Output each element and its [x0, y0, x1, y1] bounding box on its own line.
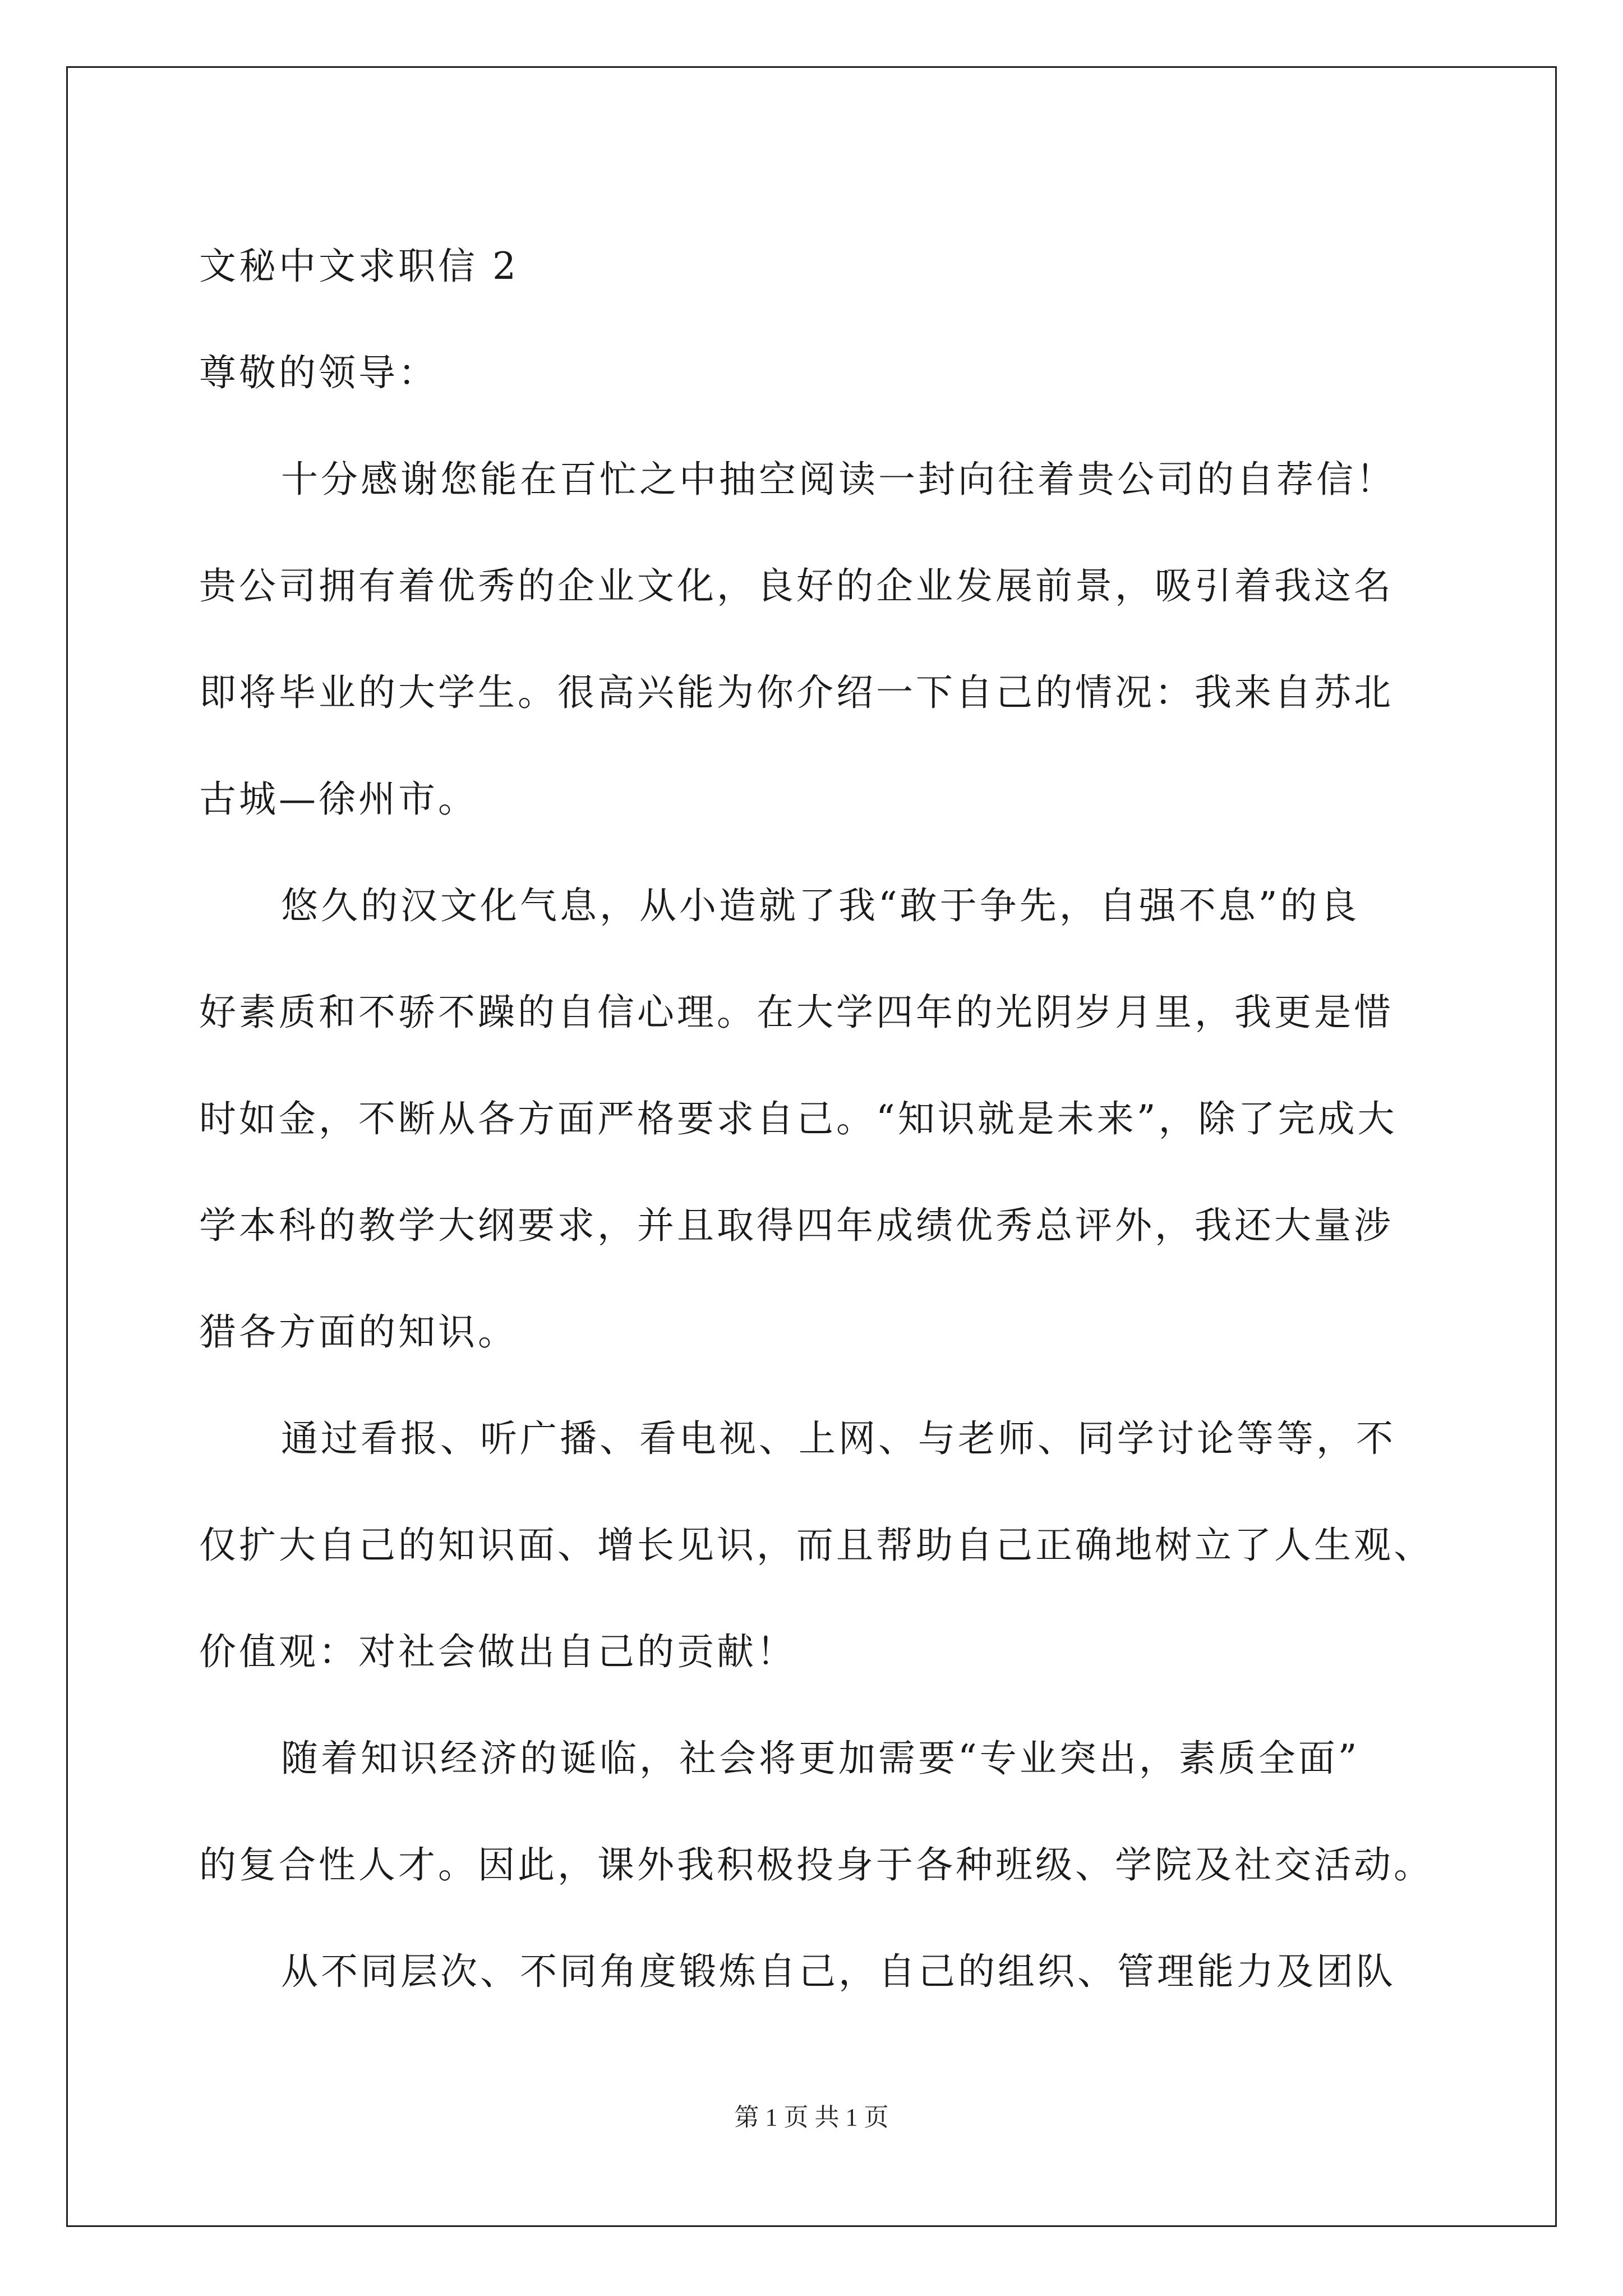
paragraph-line: 从不同层次、不同角度锻炼自己，自己的组织、管理能力及团队	[281, 1950, 1396, 1993]
document-title: 文秘中文求职信 2	[199, 245, 519, 288]
salutation: 尊敬的领导：	[199, 351, 438, 394]
paragraph-line: 通过看报、听广播、看电视、上网、与老师、同学讨论等等，不	[281, 1417, 1396, 1460]
paragraph-line: 仅扩大自己的知识面、增长见识，而且帮助自己正确地树立了人生观、	[199, 1524, 1433, 1567]
paragraph-line: 即将毕业的大学生。很高兴能为你介绍一下自己的情况：我来自苏北	[199, 671, 1394, 714]
paragraph-line: 随着知识经济的诞临，社会将更加需要“专业突出，素质全面”	[281, 1737, 1360, 1780]
paragraph-line: 好素质和不骄不躁的自信心理。在大学四年的光阴岁月里，我更是惜	[199, 991, 1394, 1034]
paragraph-line: 的复合性人才。因此，课外我积极投身于各种班级、学院及社交活动。	[199, 1843, 1433, 1887]
paragraph-line: 学本科的教学大纲要求，并且取得四年成绩优秀总评外，我还大量涉	[199, 1204, 1394, 1247]
page-number: 第 1 页 共 1 页	[734, 2104, 889, 2131]
paragraph-line: 古城—徐州市。	[199, 777, 478, 821]
paragraph-line: 贵公司拥有着优秀的企业文化，良好的企业发展前景，吸引着我这名	[199, 564, 1394, 608]
letter-body	[199, 213, 1472, 2025]
paragraph-line: 时如金，不断从各方面严格要求自己。“知识就是未来”，除了完成大	[199, 1097, 1398, 1140]
paragraph-line: 价值观：对社会做出自己的贡献！	[199, 1630, 796, 1673]
paragraph-line: 悠久的汉文化气息，从小造就了我“敢于争先，自强不息”的良	[281, 884, 1360, 927]
paragraph-line: 十分感谢您能在百忙之中抽空阅读一封向往着贵公司的自荐信！	[281, 458, 1396, 501]
paragraph-line: 猎各方面的知识。	[199, 1310, 518, 1354]
